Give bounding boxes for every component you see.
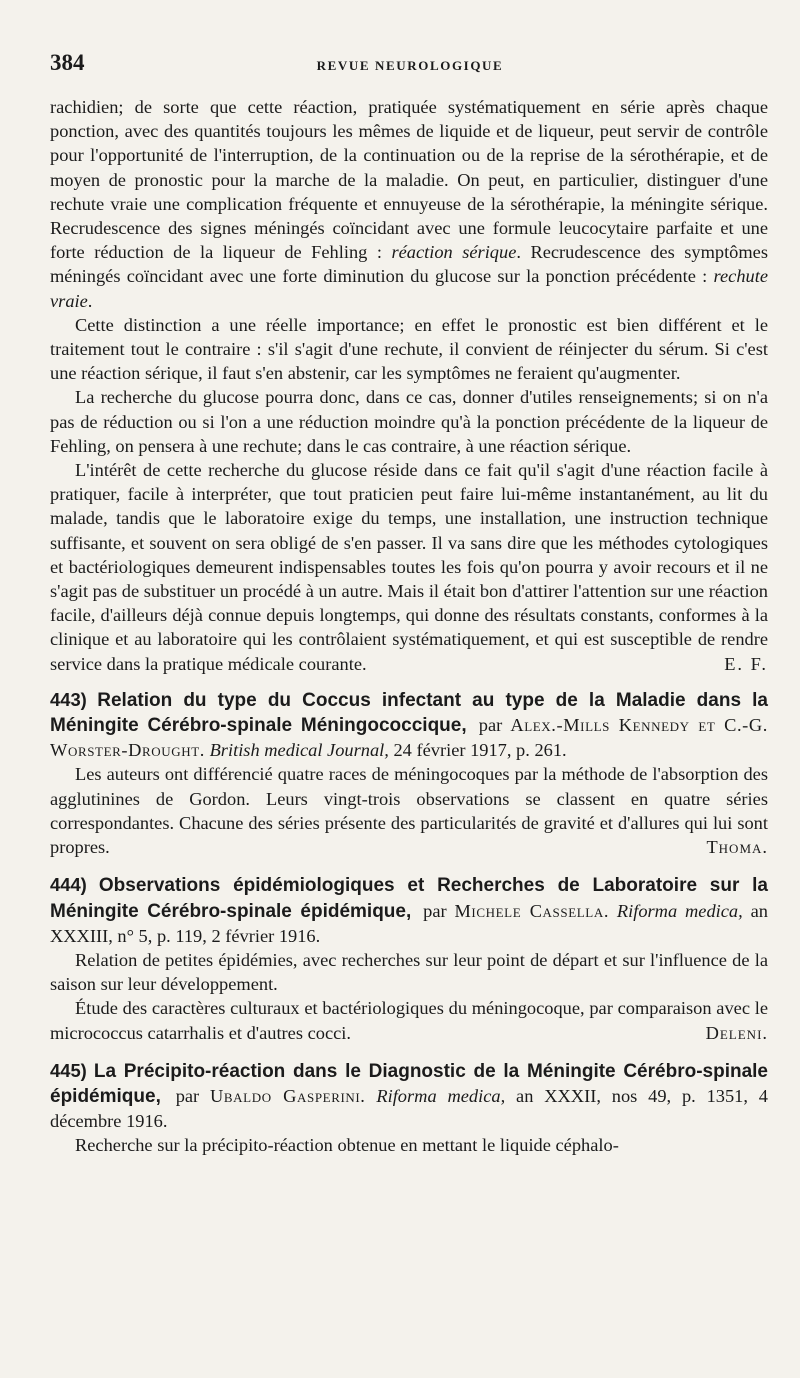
abstract-authors: Alex.-Mills Kennedy et C.-G. Worster-Drought. xyxy=(50,715,768,761)
abstract-paragraph: Les auteurs ont différencié quatre races de méningocoques par la méthode de l'absorption des agglutinines de Gordon. Leurs vingt-trois observations se classent en quatre séries correspondantes. Chacune des séries présente des particularités de gravité et d'allures qui lui sont propres. Thoma. xyxy=(50,762,768,859)
intro-paragraph-3: La recherche du glucose pourra donc, dans ce cas, donner d'utiles renseignements; si on n'a pas de réduction ou si l'on a une réduction moindre qu'à la ponction précédente de la liqueur de Fehling, on pensera à une rechute; dans le cas contraire, à une réaction sérique. xyxy=(50,387,768,456)
abstract-citation: an XXXIII, n° 5, p. 119, 2 février 1916. xyxy=(50,900,768,946)
intro-paragraph-2: Cette distinction a une réelle importance; en effet le pronostic est bien différent et le traitement tout le contraire : s'il s'agit d'une rechute, il convient de réinjecter du sérum. Si c'est une réaction sérique, il faut s'en abstenir, car les symptômes ne feraient qu'augmenter. xyxy=(50,314,768,384)
abstract-authors: Michele Cassella. xyxy=(454,900,610,921)
abstract-444 xyxy=(50,873,768,1044)
abstract-authors: Ubaldo Gasperini. xyxy=(210,1085,366,1106)
abstract-citation: 24 février 1917, p. 261. xyxy=(393,740,567,761)
abstract-signature: Thoma. xyxy=(706,837,768,858)
abstract-paragraph: Relation de petites épidémies, avec recherches sur leur point de départ et sur l'influence de la saison sur leur développement. xyxy=(50,949,768,995)
abstract-443 xyxy=(50,688,768,859)
abstract-number: 443) xyxy=(50,688,87,710)
intro-paragraph-4: L'intérêt de cette recherche du glucose réside dans ce fait qu'il s'agit d'une réaction facile à pratiquer, facile à interpréter, que tout praticien peut faire lui-même instantanément, au lit du malade, tandis que le laboratoire exige du temps, une installation, une instruction technique suffisante, et souvent on sera obligé de s'en passer. Il va sans dire que les méthodes cytologiques et bactériologiques demeurent indispensables toutes les fois qu'on pourra y avoir recours et il ne s'agit pas de substituer un procédé à un autre. Mais il était bon d'attirer l'attention sur une réaction facile, d'ailleurs déjà connue depuis longtemps, qui donne des résultats constants, conformes à la clinique et au laboratoire qui les contrôlaient systématiquement, et qui est susceptible de rendre service dans la pratique médicale courante. E. F. xyxy=(50,458,768,676)
abstract-heading: 444) Observations épidémiologiques et Recherches de Laboratoire sur la Méningite Cérébro-spinale épidémique, par Michele Cassella. Riforma medica, an XXXIII, n° 5, p. 119, 2 février 1916. xyxy=(50,874,768,946)
abstract-journal: Riforma medica, xyxy=(616,900,743,921)
abstract-citation: an XXXII, nos 49, p. 1351, 4 décembre 1916. xyxy=(50,1085,768,1132)
abstract-title: La Précipito-réaction dans le Diagnostic de la Méningite Cérébro-spinale épidémique, xyxy=(50,1060,768,1107)
abstract-journal: Riforma medica, xyxy=(376,1085,506,1106)
abstract-number: 445) xyxy=(50,1059,87,1081)
page-header xyxy=(50,50,770,84)
abstract-heading: 445) La Précipito-réaction dans le Diagnostic de la Méningite Cérébro-spinale épidémique, par Ubaldo Gasperini. Riforma medica, an XXXII, nos 49, p. 1351, 4 décembre 1916. xyxy=(50,1059,768,1132)
abstract-445 xyxy=(50,1059,768,1158)
abstract-paragraph: Étude des caractères culturaux et bactériologiques du méningocoque, par comparaison avec le micrococcus catarrhalis et d'autres cocci. Deleni. xyxy=(50,996,768,1044)
abstract-title: Relation du type du Coccus infectant au type de la Maladie dans la Méningite Cérébro-spinale Méningococcique, xyxy=(50,689,768,737)
emphasis-serum-reaction: réaction sérique xyxy=(391,242,517,263)
emphasis-true-relapse: rechute vraie xyxy=(50,266,768,311)
page-number: 384 xyxy=(50,50,85,75)
abstract-paragraph: Recherche sur la précipito-réaction obtenue en mettant le liquide céphalo- xyxy=(75,1135,619,1156)
abstract-title: Observations épidémiologiques et Recherches de Laboratoire sur la Méningite Cérébro-spinale épidémique, xyxy=(50,875,768,922)
abstract-heading: 443) Relation du type du Coccus infectant au type de la Maladie dans la Méningite Cérébro-spinale Méningococcique, par Alex.-Mills Kennedy et C.-G. Worster-Drought. British medical Journal, 24 février 1917, p. 261. xyxy=(50,688,768,761)
body-text xyxy=(50,95,768,1158)
intro-signature: E. F. xyxy=(724,653,768,674)
abstract-journal: British medical Journal, xyxy=(209,740,389,761)
running-head: REVUE NEUROLOGIQUE xyxy=(316,58,504,73)
abstract-number: 444) xyxy=(50,874,87,896)
intro-paragraph-1: rachidien; de sorte que cette réaction, pratiquée systématiquement en série après chaque ponction, avec des quantités toujours les mêmes de liquide et de liqueur, peut servir de contrôle pour l'opportunité de l'interruption, de la continuation ou de la reprise de la sérothérapie, et de moyen de pronostic pour la marche de la maladie. On peut, en particulier, distinguer d'une rechute vraie une complication fréquente et ennuyeuse de la sérothérapie, la méningite sérique. Recrudescence des signes méningés coïncidant avec une formule leucocytaire parfaite et une forte réduction de la liqueur de Fehling : réaction sérique. Recrudescence des symptômes méningés coïncidant avec une forte diminution du glucose sur la ponction précédente : rechute vraie. xyxy=(50,97,768,311)
abstract-signature: Deleni. xyxy=(705,1022,768,1043)
